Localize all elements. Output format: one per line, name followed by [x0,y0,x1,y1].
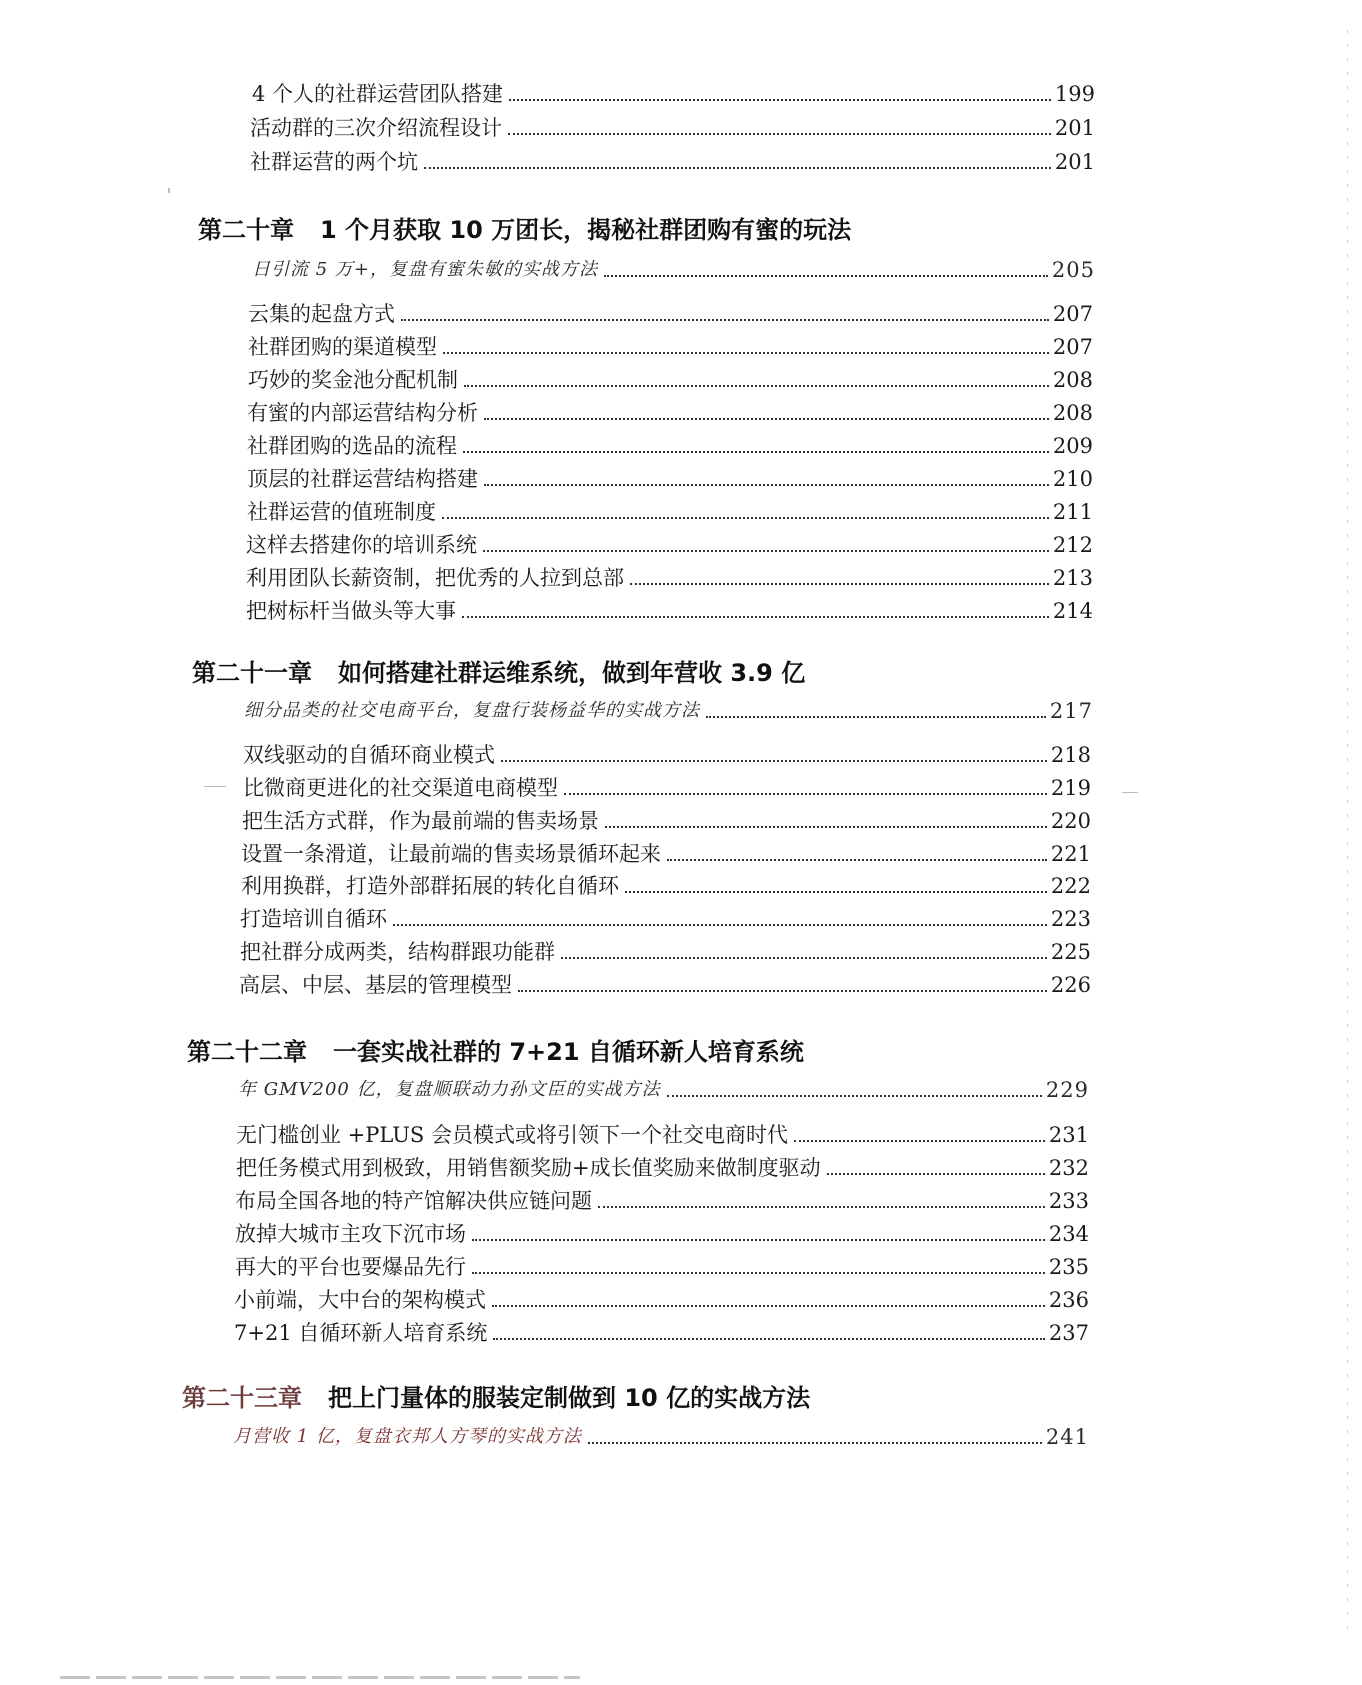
scan-speck [168,188,170,193]
toc-entry-title: 再大的平台也要爆品先行 [235,1255,466,1279]
toc-entry[interactable] [235,1187,1089,1215]
toc-entry[interactable] [243,741,1091,769]
toc-entry-page: 217 [1049,699,1093,723]
toc-entry[interactable] [246,564,1093,592]
toc-entry-page: 212 [1052,533,1093,557]
leader-dots [827,1173,1045,1175]
toc-entry-page: 214 [1052,599,1093,623]
toc-entry[interactable] [240,905,1091,933]
toc-entry-page: 211 [1052,500,1093,524]
toc-entry-page: 219 [1050,776,1091,800]
toc-entry[interactable] [247,432,1093,460]
toc-entry-page: 221 [1050,842,1091,866]
chapter-subtitle-entry[interactable] [238,1076,1089,1104]
toc-entry-title: 放掉大城市主攻下沉市场 [235,1222,466,1246]
toc-entry-page: 223 [1050,907,1091,931]
toc-entry-title: 年 GMV200 亿，复盘顺联动力孙文臣的实战方法 [238,1079,661,1100]
leader-dots [598,1206,1045,1208]
toc-entry-page: 220 [1050,809,1091,833]
leader-dots [464,385,1049,387]
chapter-heading[interactable] [198,214,851,246]
leader-dots [492,1305,1045,1307]
leader-dots [401,319,1049,321]
toc-entry[interactable] [240,938,1091,966]
toc-entry-title: 比微商更进化的社交渠道电商模型 [243,776,558,800]
toc-entry[interactable] [235,1220,1089,1248]
toc-entry-title: 利用换群，打造外部群拓展的转化自循环 [241,874,619,898]
toc-entry-page: 213 [1052,566,1093,590]
leader-dots [493,1338,1045,1340]
leader-dots [794,1140,1045,1142]
toc-entry-title: 云集的起盘方式 [248,302,395,326]
chapter-title: 1 个月获取 10 万团长，揭秘社群团购有蜜的玩法 [320,216,852,244]
leader-dots [484,484,1049,486]
chapter-subtitle-entry[interactable] [244,697,1093,725]
scan-speck [1122,792,1138,793]
toc-entry-title: 打造培训自循环 [240,907,387,931]
toc-entry-title: 7+21 自循环新人培育系统 [234,1321,488,1345]
toc-entry-title: 无门槛创业 +PLUS 会员模式或将引领下一个社交电商时代 [236,1123,788,1147]
toc-entry-page: 218 [1050,743,1091,767]
toc-entry-page: 222 [1050,874,1091,898]
toc-entry-page: 208 [1052,401,1093,425]
leader-dots [706,716,1046,718]
toc-entry-page: 229 [1045,1078,1089,1102]
chapter-heading[interactable] [192,657,805,689]
toc-entry-page: 234 [1048,1222,1089,1246]
toc-entry[interactable] [241,872,1091,900]
toc-entry-title: 巧妙的奖金池分配机制 [248,368,458,392]
scan-bottom-strip [60,1676,580,1679]
toc-entry-title: 设置一条滑道，让最前端的售卖场景循环起来 [241,842,661,866]
toc-entry-title: 4 个人的社群运营团队搭建 [252,82,504,106]
toc-entry-title: 社群团购的渠道模型 [248,335,437,359]
leader-dots [564,793,1047,795]
toc-entry-page: 237 [1048,1321,1089,1345]
leader-dots [604,275,1048,277]
leader-dots [443,352,1049,354]
toc-entry[interactable] [236,1154,1089,1182]
toc-entry-title: 利用团队长薪资制，把优秀的人拉到总部 [246,566,624,590]
leader-dots [501,760,1047,762]
toc-entry-title: 小前端，大中台的架构模式 [234,1288,486,1312]
toc-entry-page: 235 [1048,1255,1089,1279]
toc-entry-title: 社群运营的值班制度 [247,500,436,524]
toc-entry[interactable] [241,840,1091,868]
toc-entry[interactable] [250,148,1095,176]
toc-entry-page: 241 [1045,1425,1089,1449]
toc-entry[interactable] [246,531,1093,559]
chapter-subtitle-entry[interactable] [233,1423,1089,1451]
toc-entry[interactable] [234,1286,1089,1314]
chapter-number: 第二十一章 [192,659,312,687]
toc-entry-title: 有蜜的内部运营结构分析 [247,401,478,425]
toc-entry[interactable] [247,399,1093,427]
toc-entry-page: 201 [1054,116,1095,140]
leader-dots [424,167,1051,169]
leader-dots [518,990,1047,992]
toc-entry-title: 把社群分成两类，结构群跟功能群 [240,940,555,964]
toc-entry-page: 209 [1052,434,1093,458]
leader-dots [630,583,1049,585]
chapter-number: 第二十章 [198,216,294,244]
toc-entry-title: 社群团购的选品的流程 [247,434,457,458]
toc-entry[interactable] [236,1121,1089,1149]
leader-dots [667,1095,1042,1097]
chapter-title: 如何搭建社群运维系统，做到年营收 3.9 亿 [338,659,806,687]
toc-entry-title: 双线驱动的自循环商业模式 [243,743,495,767]
leader-dots [472,1239,1045,1241]
toc-entry[interactable] [242,807,1091,835]
toc-entry[interactable] [248,300,1093,328]
toc-entry-title: 这样去搭建你的培训系统 [246,533,477,557]
toc-entry-title: 顶层的社群运营结构搭建 [247,467,478,491]
chapter-heading[interactable] [187,1036,804,1068]
toc-entry-title: 高层、中层、基层的管理模型 [239,973,512,997]
toc-entry-title: 社群运营的两个坑 [250,150,418,174]
toc-entry-page: 207 [1052,335,1093,359]
toc-entry-title: 日引流 5 万+，复盘有蜜朱敏的实战方法 [252,259,598,280]
toc-entry[interactable] [247,465,1093,493]
toc-entry-page: 207 [1052,302,1093,326]
toc-entry-title: 把任务模式用到极致，用销售额奖励+成长值奖励来做制度驱动 [236,1156,821,1180]
leader-dots [588,1442,1042,1444]
toc-entry-title: 活动群的三次介绍流程设计 [250,116,502,140]
leader-dots [561,957,1047,959]
leader-dots [462,616,1049,618]
toc-entry-page: 233 [1048,1189,1089,1213]
toc-entry[interactable] [250,114,1095,142]
leader-dots [625,891,1047,893]
toc-entry-page: 205 [1051,258,1095,282]
leader-dots [508,133,1051,135]
toc-entry-page: 210 [1052,467,1093,491]
toc-entry-title: 细分品类的社交电商平台，复盘行装杨益华的实战方法 [244,700,700,721]
toc-entry-title: 布局全国各地的特产馆解决供应链问题 [235,1189,592,1213]
leader-dots [463,451,1049,453]
leader-dots [605,826,1047,828]
toc-entry-page: 232 [1048,1156,1089,1180]
scan-speck [204,786,226,787]
toc-entry[interactable] [247,498,1093,526]
toc-entry-page: 226 [1050,973,1091,997]
leader-dots [393,924,1047,926]
chapter-title: 一套实战社群的 7+21 自循环新人培育系统 [333,1038,804,1066]
toc-entry-page: 225 [1050,940,1091,964]
toc-entry[interactable] [246,597,1093,625]
toc-entry-title: 把生活方式群，作为最前端的售卖场景 [242,809,599,833]
toc-entry-page: 208 [1052,368,1093,392]
chapter-title: 把上门量体的服装定制做到 10 亿的实战方法 [328,1384,811,1412]
toc-entry[interactable] [248,366,1093,394]
chapter-subtitle-entry[interactable] [252,256,1095,284]
toc-entry-title: 月营收 1 亿，复盘衣邦人方琴的实战方法 [233,1426,582,1447]
leader-dots [442,517,1049,519]
chapter-number: 第二十三章 [182,1384,302,1412]
toc-entry-title: 把树标杆当做头等大事 [246,599,456,623]
chapter-number: 第二十二章 [187,1038,307,1066]
toc-entry[interactable] [235,1253,1089,1281]
toc-entry-page: 236 [1048,1288,1089,1312]
leader-dots [483,550,1049,552]
toc-entry[interactable] [243,774,1091,802]
toc-entry-page: 199 [1054,82,1095,106]
toc-entry-page: 231 [1048,1123,1089,1147]
leader-dots [472,1272,1045,1274]
toc-entry[interactable] [239,971,1091,999]
toc-entry[interactable] [248,333,1093,361]
toc-entry[interactable] [252,80,1095,108]
chapter-heading[interactable] [182,1382,810,1414]
leader-dots [509,99,1051,101]
leader-dots [484,418,1049,420]
leader-dots [667,859,1047,861]
toc-entry[interactable] [234,1319,1089,1347]
toc-entry-page: 201 [1054,150,1095,174]
scan-edge-line [1347,30,1348,1630]
